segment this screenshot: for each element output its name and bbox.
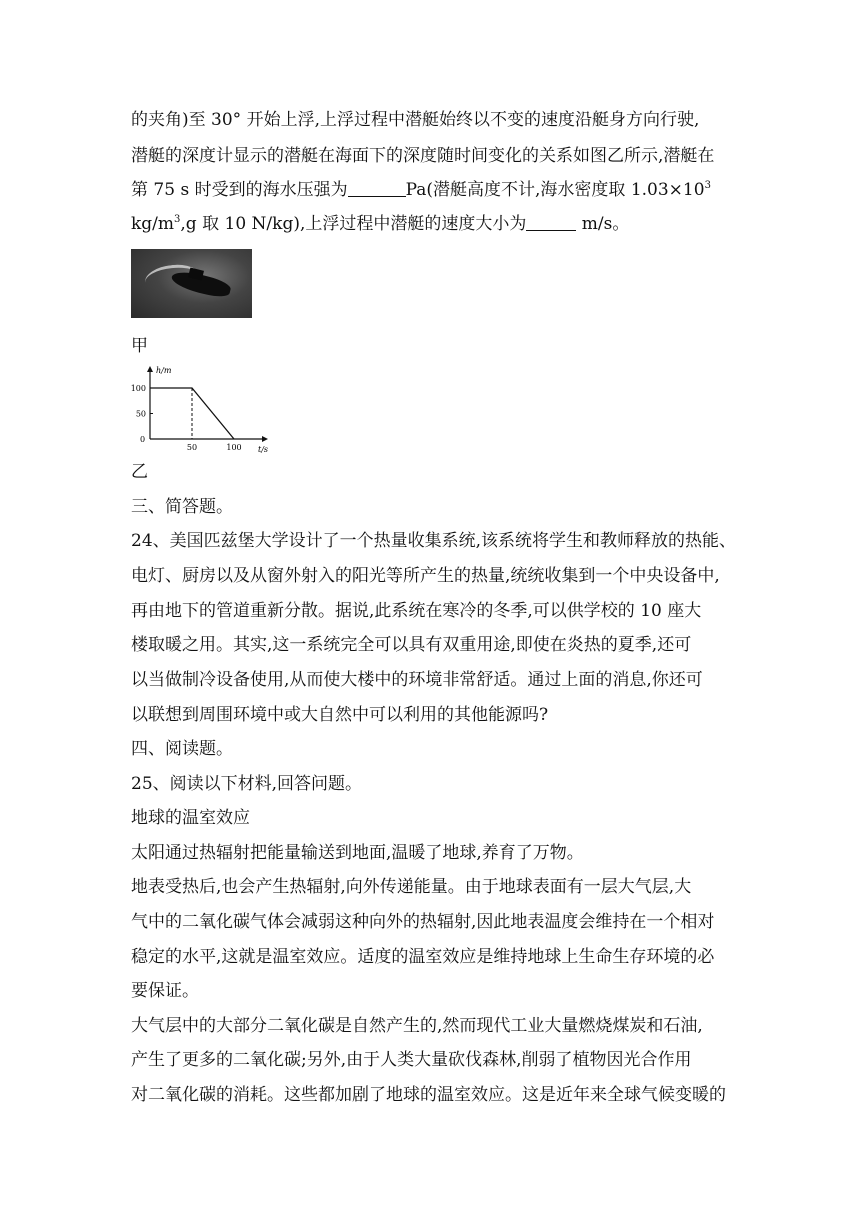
article-para-2-line-2: 气中的二氧化碳气体会减弱这种向外的热辐射,因此地表温度会维持在一个相对 [131,912,715,932]
p24-line-1: 24、美国匹兹堡大学设计了一个热量收集系统,该系统将学生和教师释放的热能、 [131,531,737,551]
p23-line-4: $kg/m^3,g$ 取 10 N/kg),上浮过程中潜艇的速度大小为 m/s。 [131,214,630,234]
p23-line-2: 潜艇的深度计显示的潜艇在海面下的深度随时间变化的关系如图乙所示,潜艇在 [131,146,715,166]
x-tick-label-50: 50 [186,443,198,452]
article-para-2-line-3: 稳定的水平,这就是温室效应。适度的温室效应是维持地球上生命生存环境的必 [131,947,715,967]
p23-line-1: 的夹角)至 30° 开始上浮,上浮过程中潜艇始终以不变的速度沿艇身方向行驶, [131,110,700,130]
x-axis-label: t/s [258,445,269,454]
x-tick-label-100: 100 [226,443,242,452]
y-tick-label-100: 100 [130,384,146,393]
p24-line-2: 电灯、厨房以及从窗外射入的阳光等所产生的热量,统统收集到一个中央设备中, [131,566,720,586]
origin-label: 0 [140,435,146,444]
article-title: 地球的温室效应 [131,808,250,828]
p24-line-4: 楼取暖之用。其实,这一系统完全可以具有双重用途,即使在炎热的夏季,还可 [131,635,692,655]
article-para-2-line-1: 地表受热后,也会产生热辐射,向外传递能量。由于地球表面有一层大气层,大 [131,877,692,897]
p24-line-6: 以联想到周围环境中或大自然中可以利用的其他能源吗? [131,705,549,725]
p24-line-3: 再由地下的管道重新分散。据说,此系统在寒冷的冬季,可以供学校的 10 座大 [131,601,702,621]
figure-b-caption: 乙 [131,462,148,482]
pressure-answer-blank[interactable] [348,180,406,197]
section-3-heading: 三、简答题。 [131,497,233,517]
article-para-3-line-1: 大气层中的大部分二氧化碳是自然产生的,然而现代工业大量燃烧煤炭和石油, [131,1016,703,1036]
p24-line-5: 以当做制冷设备使用,从而使大楼中的环境非常舒适。通过上面的消息,你还可 [131,670,703,690]
x-axis-arrow [262,436,268,442]
y-axis-arrow [147,366,153,372]
p25-intro: 25、阅读以下材料,回答问题。 [131,774,363,794]
submarine-photo [131,249,252,318]
article-para-2-line-4: 要保证。 [131,981,199,1001]
depth-time-chart [128,362,278,458]
y-tick-label-50: 50 [135,409,146,419]
section-4-heading: 四、阅读题。 [131,739,233,759]
article-para-3-line-2: 产生了更多的二氧化碳;另外,由于人类大量砍伐森林,削弱了植物因光合作用 [131,1050,692,1070]
article-para-1: 太阳通过热辐射把能量输送到地面,温暖了地球,养育了万物。 [131,843,584,863]
article-para-3-line-3: 对二氧化碳的消耗。这些都加剧了地球的温室效应。这是近年来全球气候变暖的 [131,1085,726,1105]
p23-line-3: 第 75 s 时受到的海水压强为 Pa(潜艇高度不计,海水密度取 $1.03\times 10^3$ [131,180,711,200]
y-axis-label: h/m [156,366,172,375]
speed-answer-blank[interactable] [526,214,576,231]
figure-a-caption: 甲 [131,336,148,356]
